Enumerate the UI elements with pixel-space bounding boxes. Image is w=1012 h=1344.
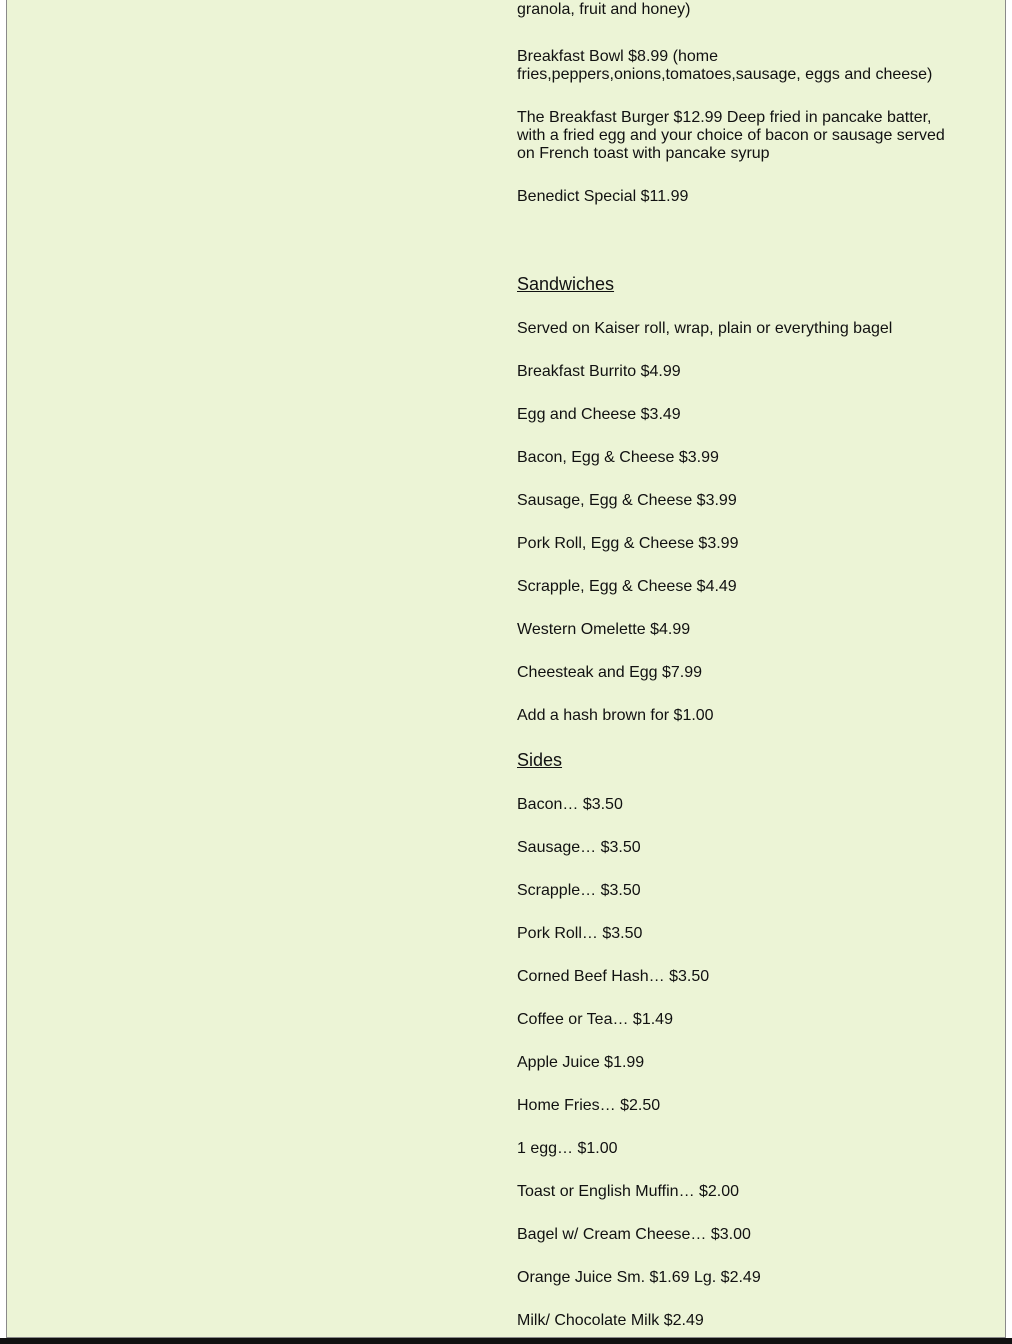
menu-page [6,0,1006,1338]
side-item: Bacon… $3.50 [517,796,623,813]
sandwich-item: Breakfast Burrito $4.99 [517,363,681,380]
menu-item-breakfast-burger: The Breakfast Burger $12.99 Deep fried in pancake batter, with a fried egg and your choice of bacon or sausage served on French toast with pancake syrup [517,109,945,162]
side-item: Milk/ Chocolate Milk $2.49 [517,1312,704,1329]
side-item: Scrapple… $3.50 [517,882,641,899]
side-item: 1 egg… $1.00 [517,1140,618,1157]
sandwich-item: Egg and Cheese $3.49 [517,406,681,423]
side-item: Orange Juice Sm. $1.69 Lg. $2.49 [517,1269,761,1286]
bottom-edge-bar [0,1338,1012,1344]
sandwiches-note: Served on Kaiser roll, wrap, plain or everything bagel [517,320,893,337]
sandwich-item: Western Omelette $4.99 [517,621,691,638]
sandwich-item: Cheesteak and Egg $7.99 [517,664,703,681]
side-item: Coffee or Tea… $1.49 [517,1011,673,1028]
side-item: Sausage… $3.50 [517,839,641,856]
sandwich-item: Sausage, Egg & Cheese $3.99 [517,492,737,509]
sandwich-item: Bacon, Egg & Cheese $3.99 [517,449,719,466]
sides-heading: Sides [517,750,563,770]
menu-item-breakfast-bowl: Breakfast Bowl $8.99 (home fries,peppers,onions,tomatoes,sausage, eggs and cheese) [517,48,933,83]
side-item: Apple Juice $1.99 [517,1054,645,1071]
side-item: Bagel w/ Cream Cheese… $3.00 [517,1226,751,1243]
side-item: Pork Roll… $3.50 [517,925,643,942]
menu-item-breakfast-banana-split: granola, fruit and honey) [517,1,691,18]
sandwich-addon-note: Add a hash brown for $1.00 [517,707,714,724]
side-item: Corned Beef Hash… $3.50 [517,968,710,985]
side-item: Toast or English Muffin… $2.00 [517,1183,740,1200]
sandwich-item: Pork Roll, Egg & Cheese $3.99 [517,535,739,552]
menu-item-benedict-special: Benedict Special $11.99 [517,188,689,205]
sandwich-item: Scrapple, Egg & Cheese $4.49 [517,578,737,595]
side-item: Home Fries… $2.50 [517,1097,661,1114]
sandwiches-heading: Sandwiches [517,274,615,294]
